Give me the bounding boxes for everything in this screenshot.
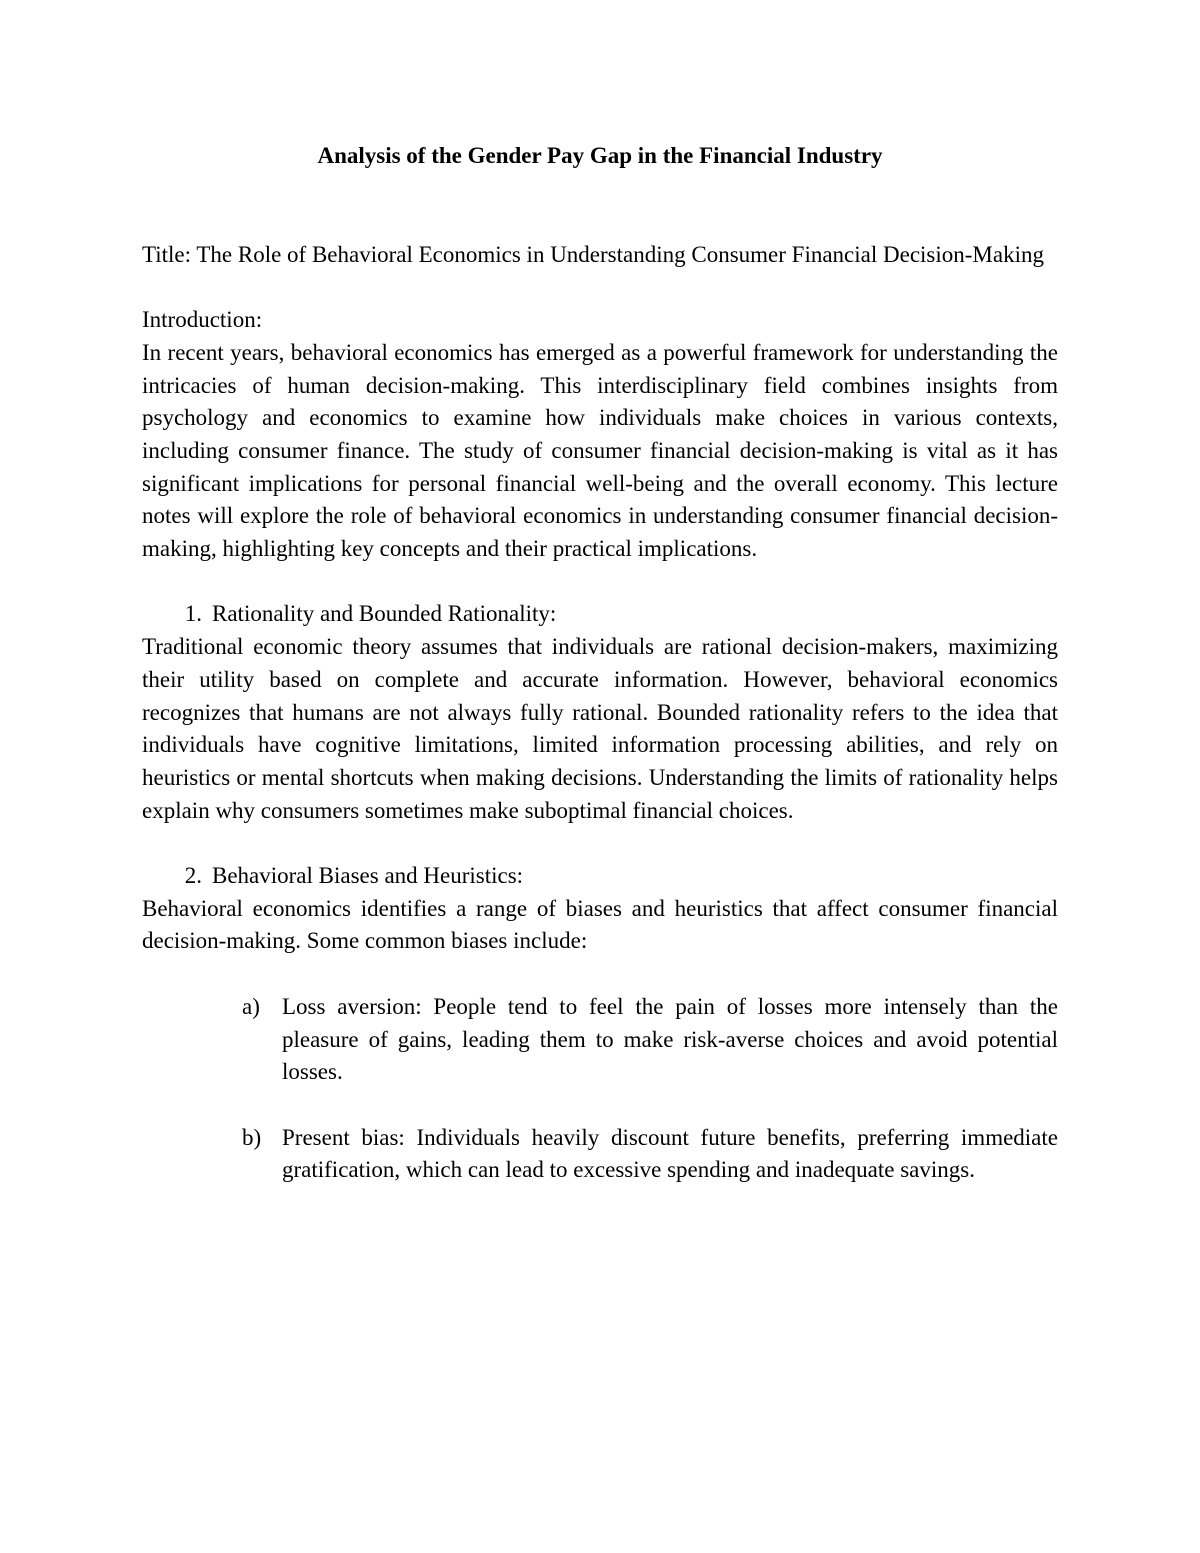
bias-text: Present bias: Individuals heavily discount future benefits, preferring immediate gratification, which can lead to excessive spending and inadequate savings. [282,1124,1058,1183]
bias-text: Loss aversion: People tend to feel the pain of losses more intensely than the pleasure of gains, leading them to make risk-averse choices and avoid potential losses. [282,993,1058,1085]
intro-paragraph: In recent years, behavioral economics has emerged as a powerful framework for understanding the intricacies of human decision-making. This interdisciplinary field combines insights from psychology and economics to examine how individuals make choices in various contexts, including consumer finance. The study of consumer financial decision-making is vital as it has significant implications for personal financial well-being and the overall economy. This lecture notes will explore the role of behavioral economics in understanding consumer financial decision-making, highlighting key concepts and their practical implications. [142,339,1058,562]
section-2-number: 2. [184,863,202,889]
section-1-heading [142,598,1058,631]
spacer [142,958,1058,991]
title-line: Title: The Role of Behavioral Economics in Understanding Consumer Financial Decision-Making [142,241,1044,267]
bias-item-present-bias [242,1122,1058,1187]
section-1-title: Rationality and Bounded Rationality: [212,601,557,627]
list-marker: a) [242,993,260,1019]
spacer [142,566,1058,599]
section-1-paragraph: Traditional economic theory assumes that individuals are rational decision-makers, maximizing their utility based on complete and accurate information. However, behavioral economics recognizes that humans are not always fully rational. Bounded rationality refers to the idea that individuals have cognitive limitations, limited information processing abilities, and rely on heuristics or mental shortcuts when making decisions. Understanding the limits of rationality helps explain why consumers sometimes make suboptimal financial choices. [142,634,1058,823]
spacer [142,271,1058,304]
document-heading: Analysis of the Gender Pay Gap in the Financial Industry [317,143,883,168]
intro-label: Introduction: [142,307,263,333]
spacer [142,173,1058,239]
section-2-title: Behavioral Biases and Heuristics: [212,863,524,889]
spacer [142,827,1058,860]
section-2-heading [142,860,1058,893]
list-marker: b) [242,1124,262,1150]
bias-item-loss-aversion [242,991,1058,1089]
section-2-paragraph: Behavioral economics identifies a range of biases and heuristics that affect consumer financial decision-making. Some common biases include: [142,895,1058,954]
spacer [142,1089,1058,1122]
document-page [142,140,1058,1187]
section-1-number: 1. [184,601,202,627]
